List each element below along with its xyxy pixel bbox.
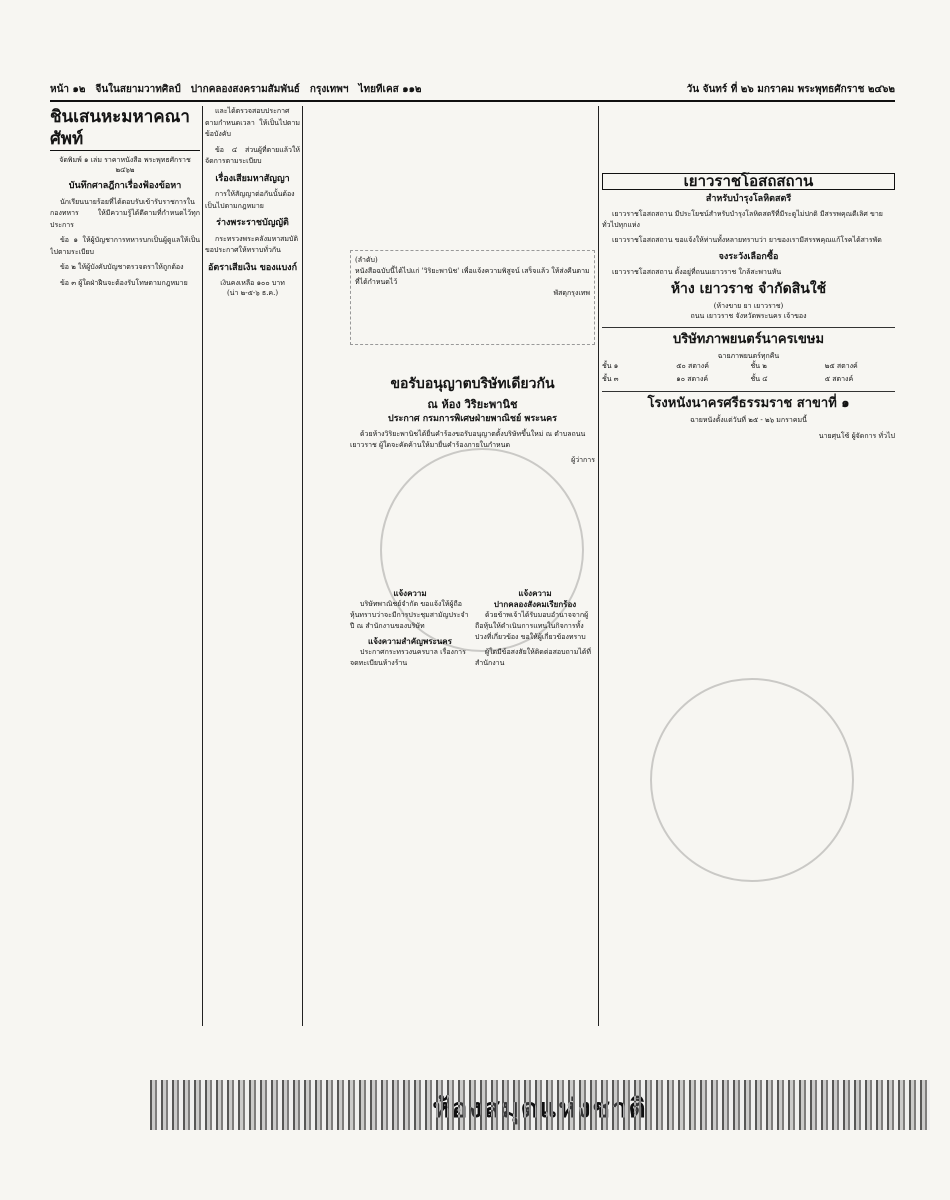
article-heading: บันทึกศาลฎีกาเรื่องฟ้องข้อหา — [68, 181, 182, 191]
notice-right-text: ผู้ใดมีข้อสงสัยให้ติดต่อสอบถามได้ที่สำนักงาน — [475, 648, 591, 667]
advert-paragraph: เยาวราชโอสถสถาน ตั้งอยู่ที่ถนนเยาวราช ใกล้สะพานหัน — [612, 268, 782, 276]
schedule-cell: ชั้น ๑ — [602, 362, 619, 370]
column-rule — [202, 106, 203, 1026]
schedule-cell: ๕๐ สตางค์ — [676, 362, 709, 370]
column-rule — [598, 106, 599, 1026]
column-rule — [302, 106, 303, 1026]
schedule-cell: ๑๐ สตางค์ — [676, 375, 709, 383]
newspaper-page — [50, 78, 895, 1163]
column-2 — [205, 106, 300, 1026]
article-heading: ร่างพระราชบัญญัติ — [216, 218, 289, 228]
notice-box — [350, 250, 595, 345]
office-name: ปากคลองสงครามสัมพันธ์ — [190, 83, 300, 95]
right-column — [602, 173, 895, 442]
notice-right-subtitle: ปากคลองสังคมเรียกร้อง — [493, 599, 577, 609]
issue-date: วัน จันทร์ ที่ ๒๖ มกราคม พระพุทธศักราช ๒๔๖๒ — [686, 83, 895, 95]
advert-paragraph: เยาวราชโอสถสถาน มีประโยชน์สำหรับบำรุงโลหิตสตรีที่มีระดูไม่ปกติ มีสรรพคุณดีเลิศ ขายทั่วไปทุกแห่ง — [602, 210, 883, 229]
notice-box-text: หนังสือฉบับนี้ได้ไปแก่ 'วิริยะพานิช' เพื่อแจ้งความพิสูจน์ เสร็จแล้ว ให้ส่งคืนตามที่ได้กำหนดไว้ — [355, 267, 590, 286]
advert-title: เยาวราชโอสถสถาน — [602, 173, 895, 190]
notice-left-title: แจ้งความ — [393, 588, 427, 598]
ticket-schedule — [602, 361, 895, 385]
schedule-cell: ชั้น ๓ — [602, 375, 619, 383]
shop-address: ถนน เยาวราช จังหวัดพระนคร เจ้าของ — [690, 312, 807, 320]
article-paragraph: และได้ตรวจสอบประกาศตามกำหนดเวลา ให้เป็นไปตามข้อบังคับ — [205, 107, 300, 138]
library-stamp-watermark — [380, 448, 584, 652]
main-notice-title — [350, 373, 595, 413]
page-number: หน้า ๑๒ — [50, 83, 86, 95]
schedule-cell: ชั้น ๒ — [750, 362, 767, 370]
notice-subtitle: ณ ห้อง วิริยะพานิช — [427, 398, 518, 411]
library-stamp-watermark — [650, 678, 854, 882]
article-paragraph: นักเรียนนายร้อยที่ได้ตอบรับเข้ารับราชการในกองทหาร ให้มีความรู้ได้ดีตามที่กำหนดไว้ทุกประการ — [50, 197, 200, 229]
article-paragraph: ข้อ ๓ ผู้ใดฝ่าฝืนจะต้องรับโทษตามกฎหมาย — [60, 278, 188, 287]
article-paragraph: ข้อ ๑ ให้ผู้บัญชาการทหารบกเป็นผู้ดูแลให้เป็นไปตามระเบียบ — [50, 236, 200, 256]
notice-right-title: แจ้งความ — [518, 588, 552, 598]
shop-subtitle: (ห้างขาย ยา เยาวราช) — [713, 302, 784, 310]
notice-left-text: ประกาศกระทรวงนครบาล เรื่องการจดทะเบียนห้างร้าน — [350, 648, 466, 667]
cinema-subtitle: ฉายภาพยนตร์ทุกคืน — [717, 352, 780, 360]
cinema-title: บริษัทภาพยนตร์นาครเขษม — [672, 332, 825, 347]
article-paragraph: ข้อ ๒ ให้ผู้บังคับบัญชาตรวจตราให้ถูกต้อง — [60, 263, 184, 271]
cinema-subtitle: ฉายหนังตั้งแต่วันที่ ๒๕ - ๒๖ มกราคมนี้ — [690, 416, 807, 424]
column-title: ชินเสนหะมหาคณาศัพท์ — [50, 106, 200, 151]
advert-subtitle: สำหรับบำรุงโลหิตสตรี — [705, 194, 792, 204]
article-heading: เรื่องเสียมหาสัญญา — [215, 173, 290, 184]
notice-box-sign: พัสดุกรุงเทพ — [553, 289, 590, 297]
notice-intro: ประกาศ กรมการพิเศษฝ่ายพาณิชย์ พระนคร — [388, 414, 557, 424]
article-paragraph: ข้อ ๔ ส่วนผู้ที่ตายแล้วให้จัดการตามระเบียบ — [205, 145, 300, 165]
shop-name: ห้าง เยาวราช จำกัดสินใช้ — [670, 281, 827, 297]
notice-title: ขอรับอนุญาตบริษัทเดียวกัน — [390, 376, 555, 392]
rates-amount: เงินคงเหลือ ๑๐๐ บาท — [220, 279, 285, 287]
divider — [602, 391, 895, 392]
section-name: จีนในสยามวาทศิลป์ — [95, 83, 181, 95]
divider — [602, 327, 895, 328]
schedule-cell: ชั้น ๔ — [750, 375, 768, 383]
notice-left-text: บริษัทพาณิชย์จำกัด ขอแจ้งให้ผู้ถือหุ้นทราบว่าจะมีการประชุมสามัญประจำปี ณ สำนักงานของบริษัท — [350, 600, 469, 630]
notice-text: ด้วยห้างวิริยะพานิชได้ยื่นคำร้องขอรับอนุญาตตั้งบริษัทขึ้นใหม่ ณ ตำบลถนนเยาวราช ผู้ใดจะคัดค้านให้มายื่นคำร้องภายในกำหนด — [350, 430, 586, 449]
notice-signature: ผู้ว่าการ — [571, 456, 595, 464]
edition-number: ไทยทีเคส ๑๑๒ — [358, 83, 422, 95]
column-1 — [50, 106, 200, 1026]
city-name: กรุงเทพฯ — [309, 83, 349, 95]
advert-paragraph: เยาวราชโอสถสถาน ขอแจ้งให้ท่านทั้งหลายทราบว่า ยาของเรามีสรรพคุณแก้โรคได้สารพัด — [612, 236, 882, 244]
notice-box-label: (ลำดับ) — [355, 256, 378, 264]
article-paragraph: การให้สัญญาต่อกันนั้นต้องเป็นไปตามกฎหมาย — [205, 190, 295, 210]
schedule-cell: ๒๕ สตางค์ — [824, 362, 858, 370]
cinema-title: โรงหนังนาครศรีธรรมราช สาขาที่ ๑ — [647, 396, 850, 411]
article-paragraph: กระทรวงพระคลังมหาสมบัติขอประกาศให้ทราบทั่วกัน — [205, 234, 299, 254]
rates-heading: อัตราเสียเงิน ของแบงก์ — [207, 262, 298, 273]
column-subtitle: จัดพิมพ์ ๑ เล่ม ราคาหนังสือ พระพุทธศักราช ๒๔๖๒ — [59, 156, 191, 174]
notice-right-text: ด้วยข้าพเจ้าได้รับมอบอำนาจจากผู้ถือหุ้นให้ดำเนินการแทนในกิจการทั้งปวงที่เกี่ยวข้อง ขอให้ผู้เกี่ยวข้องทราบ — [475, 611, 589, 641]
manager-signature: นายศุนโซ้ ผู้จัดการ ทั่วไป — [818, 432, 895, 440]
footer-watermark-text: ห้องสมุดแห่งชาติ — [432, 1094, 648, 1124]
masthead — [50, 78, 895, 102]
schedule-cell: ๕ สตางค์ — [824, 375, 854, 383]
rates-footnote: (น่า ๒-๕-๖ ธ.ค.) — [226, 289, 279, 297]
notice-left-subtitle: แจ้งความสำคัญพระนคร — [368, 636, 452, 646]
advert-warning: จงระวังเลือกซื้อ — [718, 252, 779, 262]
